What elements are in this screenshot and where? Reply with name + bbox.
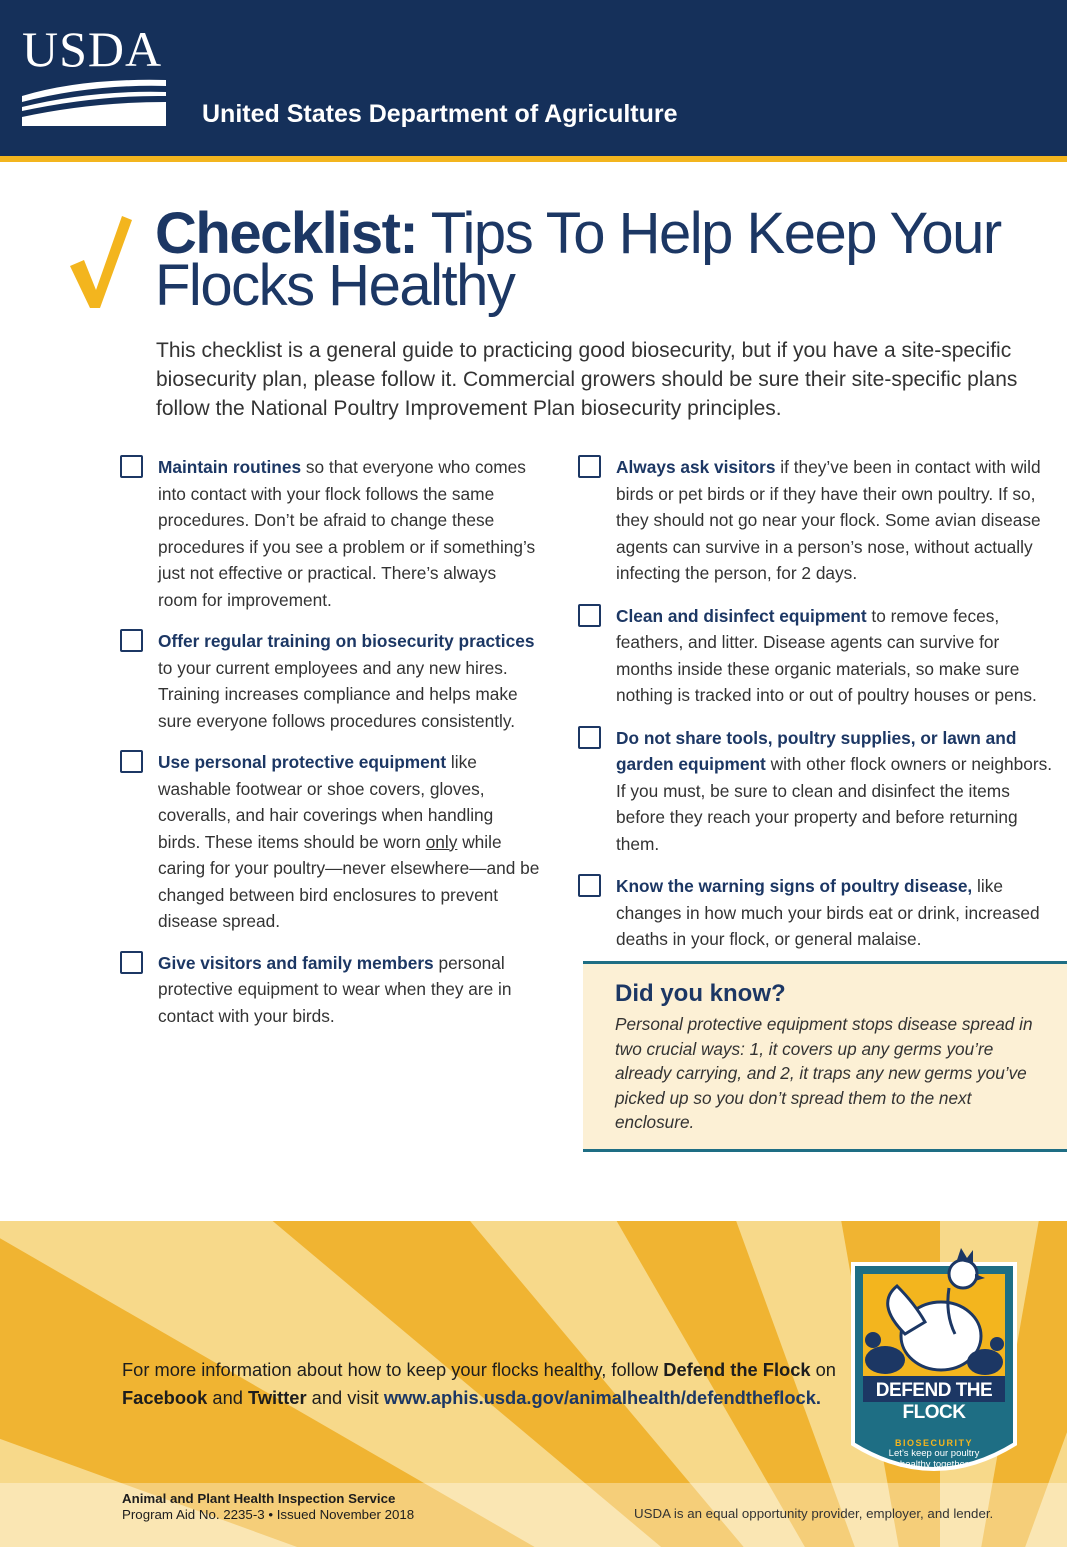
- badge-sub: BIOSECURITY: [894, 1438, 973, 1448]
- did-you-know-box: [583, 961, 1067, 1152]
- item-lead: Use personal protective equipment: [158, 752, 447, 772]
- item-lead: Offer regular training on biosecurity practices: [158, 631, 535, 651]
- title-bold: Checklist:: [155, 201, 418, 266]
- checklist-right-column: [578, 454, 1058, 953]
- more-text: on: [810, 1359, 836, 1380]
- item-lead: Give visitors and family members: [158, 952, 434, 973]
- checkbox[interactable]: [120, 750, 143, 773]
- item-lead: Clean and disinfect equipment: [616, 605, 867, 626]
- checklist-item: [120, 628, 540, 734]
- intro-paragraph: This checklist is a general guide to practicing good biosecurity, but if you have a site-specific biosecurity plan, please follow it. Commercial growers should be sure their site-specific plans follow the National Poultry Improvement Plan biosecurity principles.: [156, 339, 1018, 420]
- checkbox[interactable]: [120, 455, 143, 478]
- more-text: and visit: [306, 1387, 384, 1408]
- badge-title: DEFEND THE FLOCK: [875, 1380, 993, 1423]
- more-text: and: [207, 1387, 249, 1408]
- aphis-credit: [122, 1491, 414, 1523]
- item-text: to your current employees and any new hires. Training increases compliance and helps make sure everyone follows procedures consistently.: [158, 657, 518, 731]
- item-text: like changes in how much your birds eat or drink, increased deaths in your flock, or general malaise.: [616, 876, 1040, 949]
- website-link[interactable]: www.aphis.usda.gov/animalhealth/defendtheflock.: [383, 1387, 821, 1408]
- more-info-text: [122, 1356, 862, 1412]
- usda-logo: [22, 21, 166, 128]
- item-text: while caring for your poultry—never elsewhere—and be changed between bird enclosures to prevent disease spread.: [158, 831, 540, 931]
- did-you-know-heading: Did you know?: [615, 980, 786, 1007]
- checklist-left-column: [120, 454, 540, 1029]
- checklist-item: [578, 454, 1058, 587]
- agency-name: United States Department of Agriculture: [202, 100, 678, 128]
- page-title: [155, 201, 1035, 318]
- item-lead: Know the warning signs of poultry disease,: [616, 876, 973, 896]
- item-text: to remove feces, feathers, and litter. Disease agents can survive for months inside these organic materials, so make sure nothing is tracked into or out of poultry houses or pens.: [616, 605, 1037, 705]
- checkbox[interactable]: [578, 874, 601, 897]
- checklist-item: [578, 725, 1058, 858]
- checkbox[interactable]: [578, 604, 601, 627]
- twitter-link[interactable]: Twitter: [248, 1387, 307, 1408]
- header-stripe: [0, 156, 1067, 162]
- program-aid: Program Aid No. 2235-3 • Issued November 2018: [122, 1507, 415, 1522]
- checklist-item: [578, 603, 1058, 709]
- checkbox[interactable]: [120, 951, 143, 974]
- checkbox[interactable]: [578, 726, 601, 749]
- item-lead: Maintain routines: [158, 457, 302, 477]
- item-lead: Do not share tools, poultry supplies, or lawn and garden equipment: [616, 727, 1017, 774]
- item-lead: Always ask visitors: [616, 457, 776, 477]
- equal-opportunity-statement: USDA is an equal opportunity provider, employer, and lender.: [634, 1506, 994, 1521]
- badge-text: [852, 1380, 1016, 1470]
- checklist-item: [120, 950, 540, 1030]
- badge-tagline-1: Let’s keep our poultry: [888, 1448, 980, 1459]
- did-you-know-body: Personal protective equipment stops disease spread in two crucial ways: 1, it covers up any germs you’re already carrying, and 2, it traps any new germs you’ve picked up so you don’t spread them to the next enclosure.: [615, 1014, 1033, 1133]
- facebook-link[interactable]: Facebook: [122, 1387, 208, 1408]
- checkbox[interactable]: [120, 629, 143, 652]
- checkbox[interactable]: [578, 455, 601, 478]
- title-rest: Tips To Help Keep Your Flocks Healthy: [155, 201, 1001, 318]
- checkmark-icon: [66, 212, 136, 312]
- badge-tagline-2: healthy together: [899, 1459, 969, 1470]
- usda-logo-hills-icon: [22, 74, 166, 126]
- item-text: if they’ve been in contact with wild birds or pet birds or if they have their own poultry. If so, they should not go near your flock. Some avian disease agents can survive in a person’s nose, without actually infecting the person, for 2 days.: [616, 457, 1041, 583]
- item-text: with other flock owners or neighbors. If you must, be sure to clean and disinfect the items before they reach your property and before returning them.: [616, 754, 1053, 854]
- item-text: so that everyone who comes into contact with your flock follows the same procedures. Don’t be afraid to change these procedures if you see a problem or if something’s just not effective or practical. There’s always room for improvement.: [158, 457, 536, 610]
- checklist-item: [578, 873, 1058, 953]
- item-underline: only: [425, 831, 458, 852]
- defend-the-flock-text: Defend the Flock: [663, 1359, 811, 1380]
- aphis-name: Animal and Plant Health Inspection Service: [122, 1491, 396, 1506]
- more-text: For more information about how to keep your flocks healthy, follow: [122, 1359, 664, 1380]
- checklist-item: [120, 454, 540, 613]
- item-text: personal protective equipment to wear when they are in contact with your birds.: [158, 952, 512, 1026]
- item-text: like washable footwear or shoe covers, gloves, coveralls, and hair coverings when handling birds. These items should be worn: [158, 752, 494, 852]
- usda-logo-text: USDA: [22, 21, 163, 77]
- checklist-item: [120, 749, 540, 935]
